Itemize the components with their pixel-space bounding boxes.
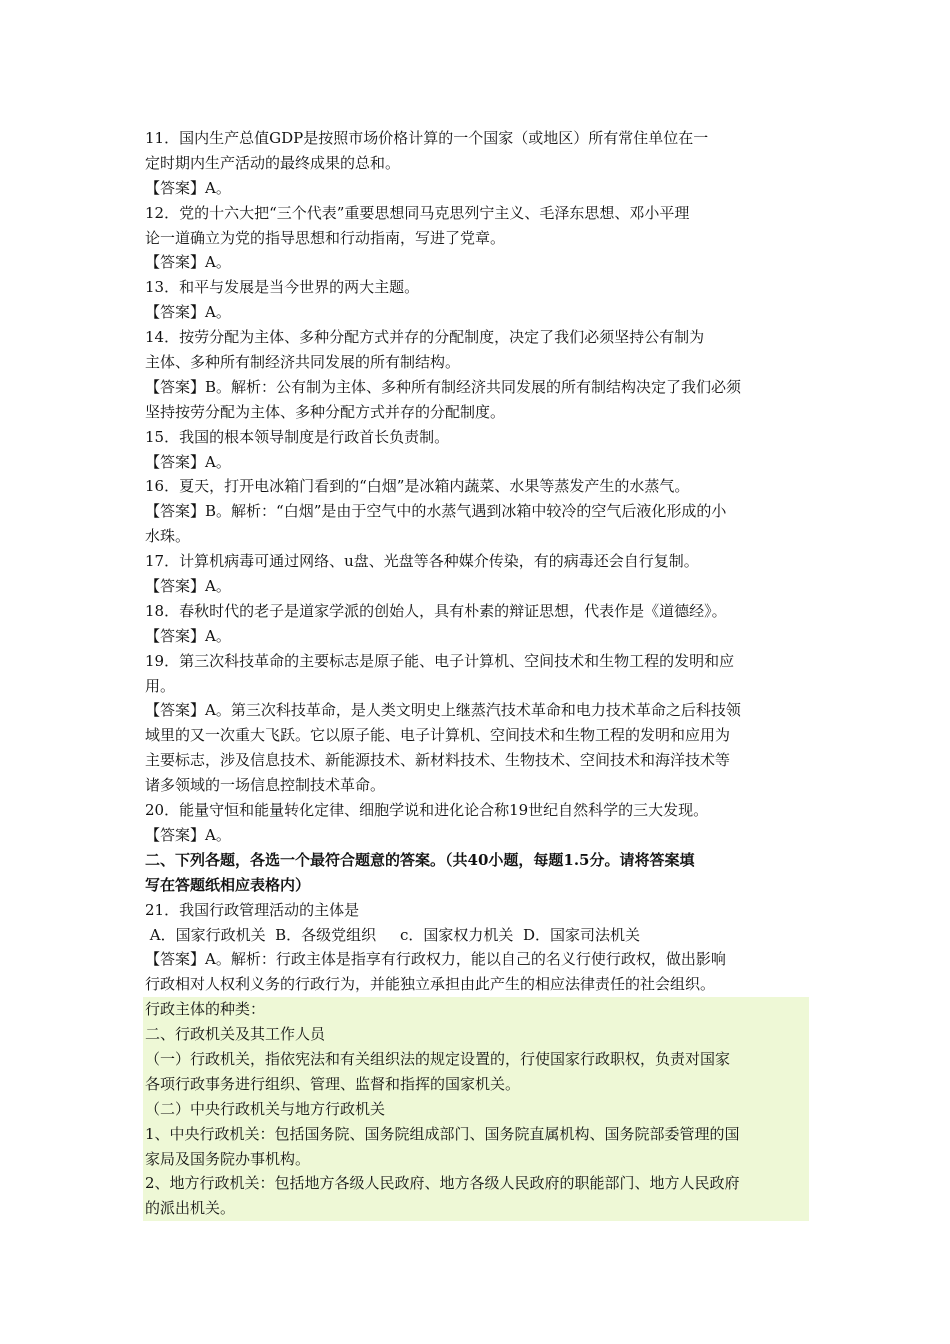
q16-line: 16．夏天，打开电冰箱门看到的“白烟”是冰箱内蔬菜、水果等蒸发产生的水蒸气。	[145, 477, 690, 496]
q12-line-2: 论一道确立为党的指导思想和行动指南，写进了党章。	[145, 228, 506, 247]
q14-line-1: 14．按劳分配为主体、多种分配方式并存的分配制度，决定了我们必须坚持公有制为	[145, 328, 705, 347]
q12-line-1: 12．党的十六大把“三个代表”重要思想同马克思列宁主义、毛泽东思想、邓小平理	[145, 203, 690, 222]
q20-line: 20．能量守恒和能量转化定律、细胞学说和进化论合称19世纪自然科学的三大发现。	[145, 801, 709, 820]
q18-line: 18．春秋时代的老子是道家学派的创始人，具有朴素的辩证思想，代表作是《道德经》。	[145, 601, 727, 620]
q16-answer-1: 【答案】B。解析：“白烟”是由于空气中的水蒸气遇到冰箱中较冷的空气后液化形成的小	[145, 502, 727, 521]
section-heading-line-2: 写在答题纸相应表格内）	[145, 875, 311, 894]
q13-answer: 【答案】A。	[145, 303, 231, 322]
note-line-9: 的派出机关。	[145, 1199, 236, 1218]
note-line-6: 1、中央行政机关：包括国务院、国务院组成部门、国务院直属机构、国务院部委管理的国	[145, 1124, 740, 1143]
q11-answer: 【答案】A。	[145, 178, 231, 197]
q14-line-2: 主体、多种所有制经济共同发展的所有制结构。	[145, 353, 461, 372]
q12-answer: 【答案】A。	[145, 253, 231, 272]
q19-answer-4: 诸多领域的一场信息控制技术革命。	[145, 776, 386, 795]
note-line-2: 二、行政机关及其工作人员	[145, 1025, 326, 1044]
q21-answer-1: 【答案】A。解析：行政主体是指享有行政权力，能以自己的名义行使行政权，做出影响	[145, 950, 726, 969]
note-line-1: 行政主体的种类：	[145, 1000, 266, 1019]
q19-line-1: 19．第三次科技革命的主要标志是原子能、电子计算机、空间技术和生物工程的发明和应	[145, 651, 735, 670]
q17-line: 17．计算机病毒可通过网络、u盘、光盘等各种媒介传染，有的病毒还会自行复制。	[145, 552, 699, 571]
q19-answer-1: 【答案】A。第三次科技革命，是人类文明史上继蒸汽技术革命和电力技术革命之后科技领	[145, 701, 741, 720]
highlighted-note	[143, 997, 809, 1221]
q14-answer-1: 【答案】B。解析：公有制为主体、多种所有制经济共同发展的所有制结构决定了我们必须	[145, 377, 742, 396]
q11-line-2: 定时期内生产活动的最终成果的总和。	[145, 153, 401, 172]
q14-answer-2: 坚持按劳分配为主体、多种分配方式并存的分配制度。	[145, 402, 506, 421]
q19-answer-2: 域里的又一次重大飞跃。它以原子能、电子计算机、空间技术和生物工程的发明和应用为	[145, 726, 731, 745]
q21-answer-2: 行政相对人权利义务的行政行为，并能独立承担由此产生的相应法律责任的社会组织。	[145, 975, 716, 994]
q19-answer-3: 主要标志，涉及信息技术、新能源技术、新材料技术、生物技术、空间技术和海洋技术等	[145, 751, 731, 770]
note-line-4: 各项行政事务进行组织、管理、监督和指挥的国家机关。	[145, 1074, 521, 1093]
q17-answer: 【答案】A。	[145, 577, 231, 596]
q13-line: 13．和平与发展是当今世界的两大主题。	[145, 278, 420, 297]
q18-answer: 【答案】A。	[145, 626, 231, 645]
q21-line: 21．我国行政管理活动的主体是	[145, 900, 360, 919]
section-heading-line-1: 二、下列各题，各选一个最符合题意的答案。（共40小题，每题1.5分。请将答案填	[145, 850, 695, 869]
q16-answer-2: 水珠。	[145, 527, 191, 546]
q15-answer: 【答案】A。	[145, 452, 231, 471]
document-body	[145, 126, 809, 1221]
q15-line: 15．我国的根本领导制度是行政首长负责制。	[145, 427, 450, 446]
q19-line-2: 用。	[145, 676, 176, 695]
note-line-8: 2、地方行政机关：包括地方各级人民政府、地方各级人民政府的职能部门、地方人民政府	[145, 1174, 740, 1193]
note-line-3: （一）行政机关，指依宪法和有关组织法的规定设置的，行使国家行政职权，负责对国家	[145, 1049, 731, 1068]
q11-line-1: 11．国内生产总值GDP是按照市场价格计算的一个国家（或地区）所有常住单位在一	[145, 129, 709, 147]
q21-options: A．国家行政机关 B．各级党组织 c．国家权力机关 D．国家司法机关	[145, 925, 640, 944]
note-line-7: 家局及国务院办事机构。	[145, 1149, 311, 1168]
q20-answer: 【答案】A。	[145, 825, 231, 844]
note-line-5: （二）中央行政机关与地方行政机关	[145, 1099, 386, 1118]
